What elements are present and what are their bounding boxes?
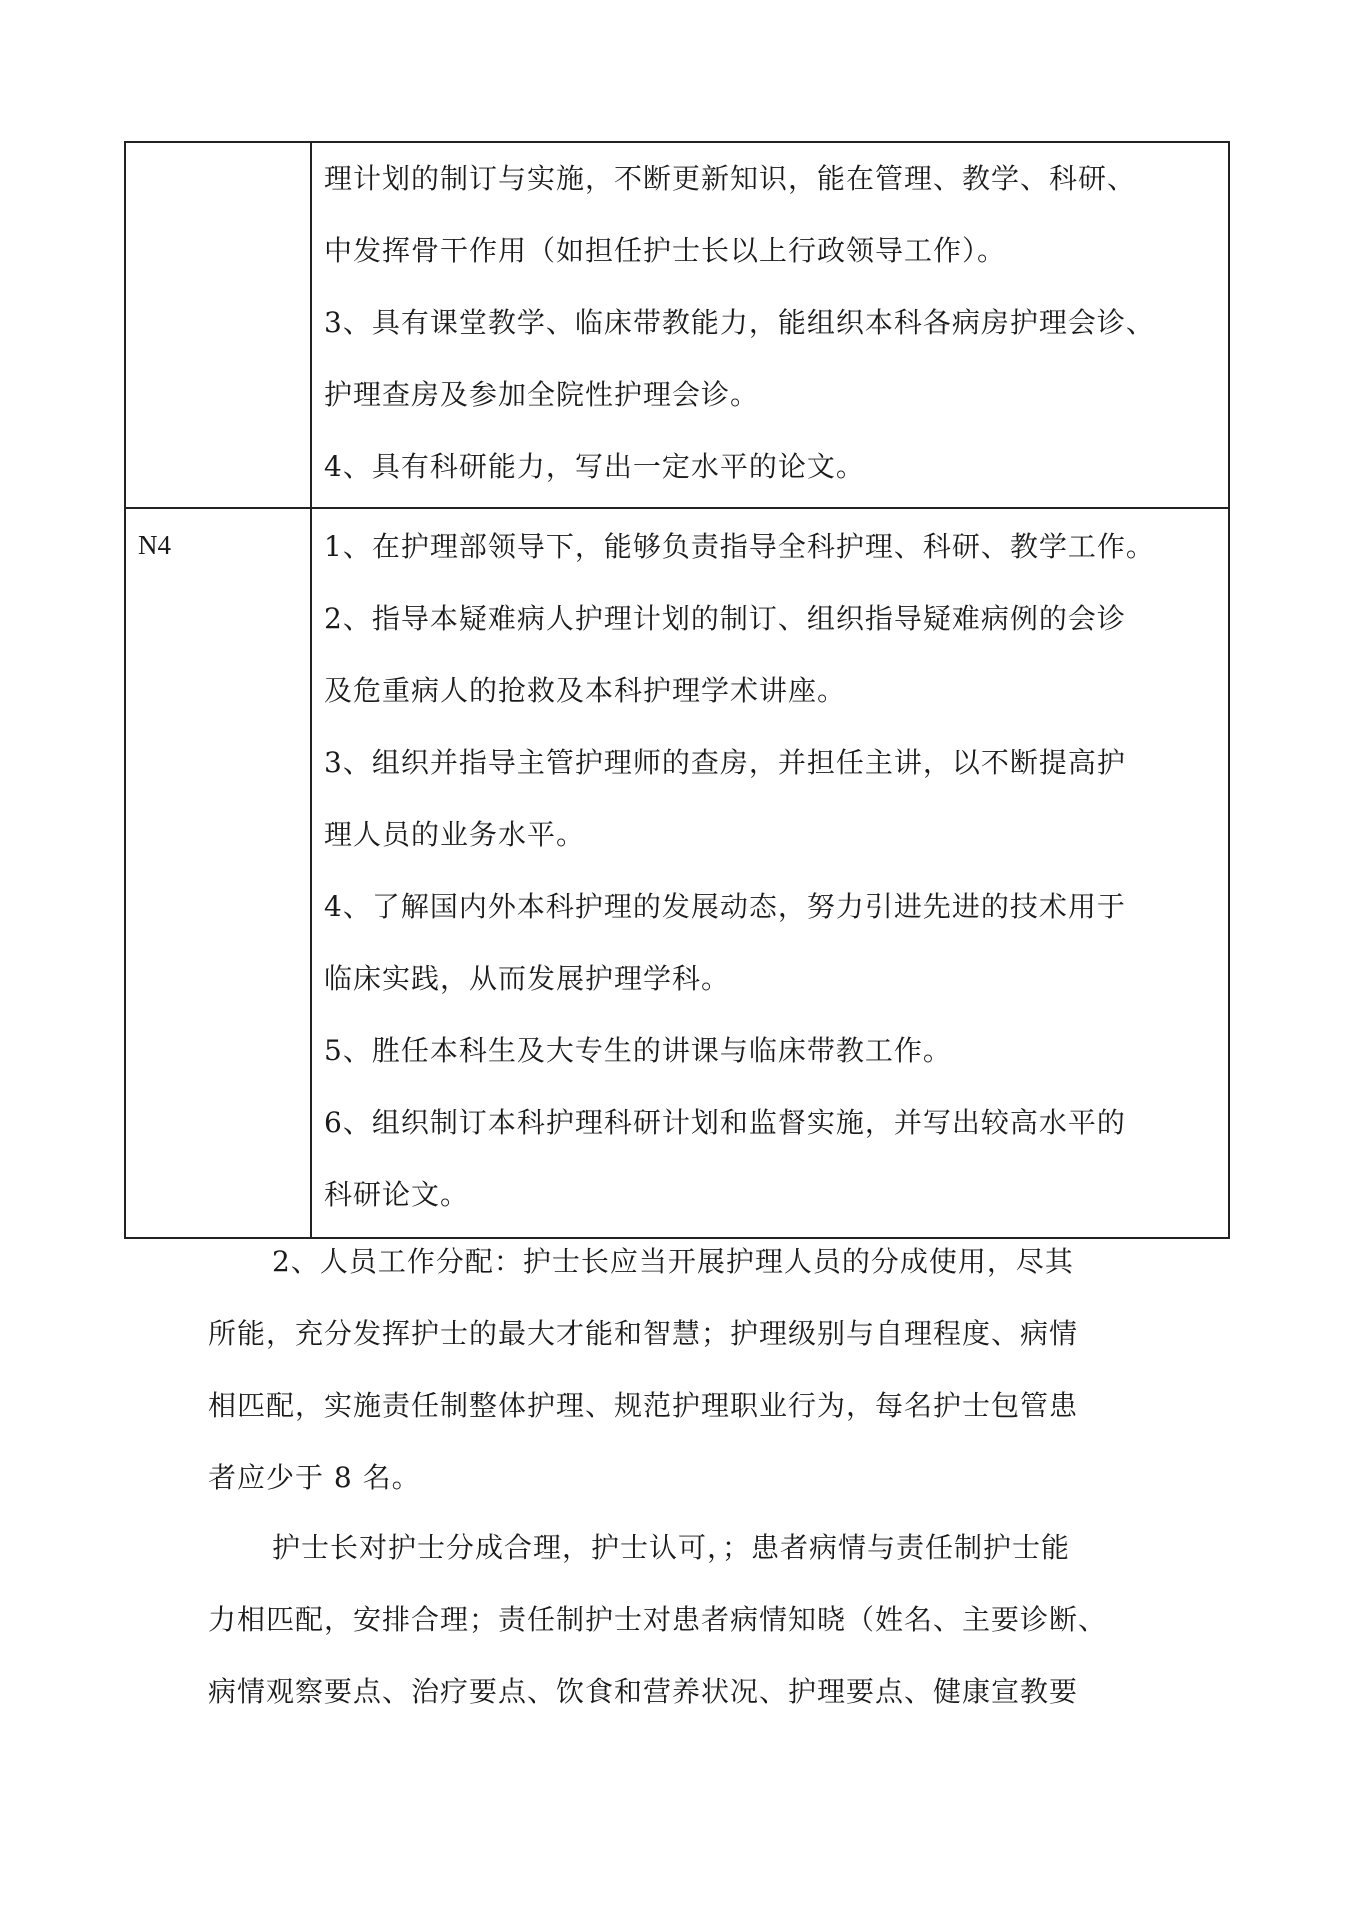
duty-cell	[311, 142, 1229, 508]
duty-line: 2、指导本疑难病人护理计划的制订、组织指导疑难病例的会诊	[324, 602, 1126, 635]
duty-line: 1、在护理部领导下，能够负责指导全科护理、科研、教学工作。	[324, 530, 1155, 563]
assignment-criteria-paragraph	[208, 1512, 1208, 1728]
level-cell	[125, 508, 311, 1238]
paragraph-line: 力相匹配，安排合理；责任制护士对患者病情知晓（姓名、主要诊断、	[208, 1603, 1108, 1636]
paragraph-line: 者应少于 8 名。	[208, 1461, 421, 1494]
table-row	[125, 142, 1229, 508]
table-row	[125, 508, 1229, 1238]
level-label: N4	[138, 530, 171, 560]
duty-line: 3、组织并指导主管护理师的查房，并担任主讲，以不断提高护	[324, 746, 1126, 779]
duty-line: 科研论文。	[324, 1178, 470, 1211]
staff-assignment-paragraph	[208, 1226, 1208, 1514]
paragraph-line: 2、人员工作分配：护士长应当开展护理人员的分成使用，尽其	[272, 1245, 1074, 1278]
duty-line: 3、具有课堂教学、临床带教能力，能组织本科各病房护理会诊、	[324, 306, 1155, 339]
duty-line: 6、组织制订本科护理科研计划和监督实施，并写出较高水平的	[324, 1106, 1126, 1139]
paragraph-line: 护士长对护士分成合理，护士认可，；患者病情与责任制护士能	[272, 1531, 1071, 1564]
duty-line: 及危重病人的抢救及本科护理学术讲座。	[324, 674, 847, 707]
duty-cell	[311, 508, 1229, 1238]
duty-line: 中发挥骨干作用（如担任护士长以上行政领导工作）。	[324, 234, 1007, 267]
duty-line: 护理查房及参加全院性护理会诊。	[324, 378, 760, 411]
paragraph-line: 所能，充分发挥护士的最大才能和智慧；护理级别与自理程度、病情	[208, 1317, 1079, 1350]
duty-line: 临床实践，从而发展护理学科。	[324, 962, 731, 995]
level-cell	[125, 142, 311, 508]
duty-line: 理人员的业务水平。	[324, 818, 586, 851]
paragraph-line: 相匹配，实施责任制整体护理、规范护理职业行为，每名护士包管患	[208, 1389, 1079, 1422]
duty-line: 5、胜任本科生及大专生的讲课与临床带教工作。	[324, 1034, 952, 1067]
duty-line: 4、具有科研能力，写出一定水平的论文。	[324, 450, 865, 483]
level-label	[126, 143, 310, 163]
duty-line: 4、了解国内外本科护理的发展动态，努力引进先进的技术用于	[324, 890, 1126, 923]
paragraph-line: 病情观察要点、治疗要点、饮食和营养状况、护理要点、健康宣教要	[208, 1675, 1079, 1708]
duty-table	[124, 141, 1230, 1239]
duty-line: 理计划的制订与实施，不断更新知识，能在管理、教学、科研、	[324, 162, 1137, 195]
